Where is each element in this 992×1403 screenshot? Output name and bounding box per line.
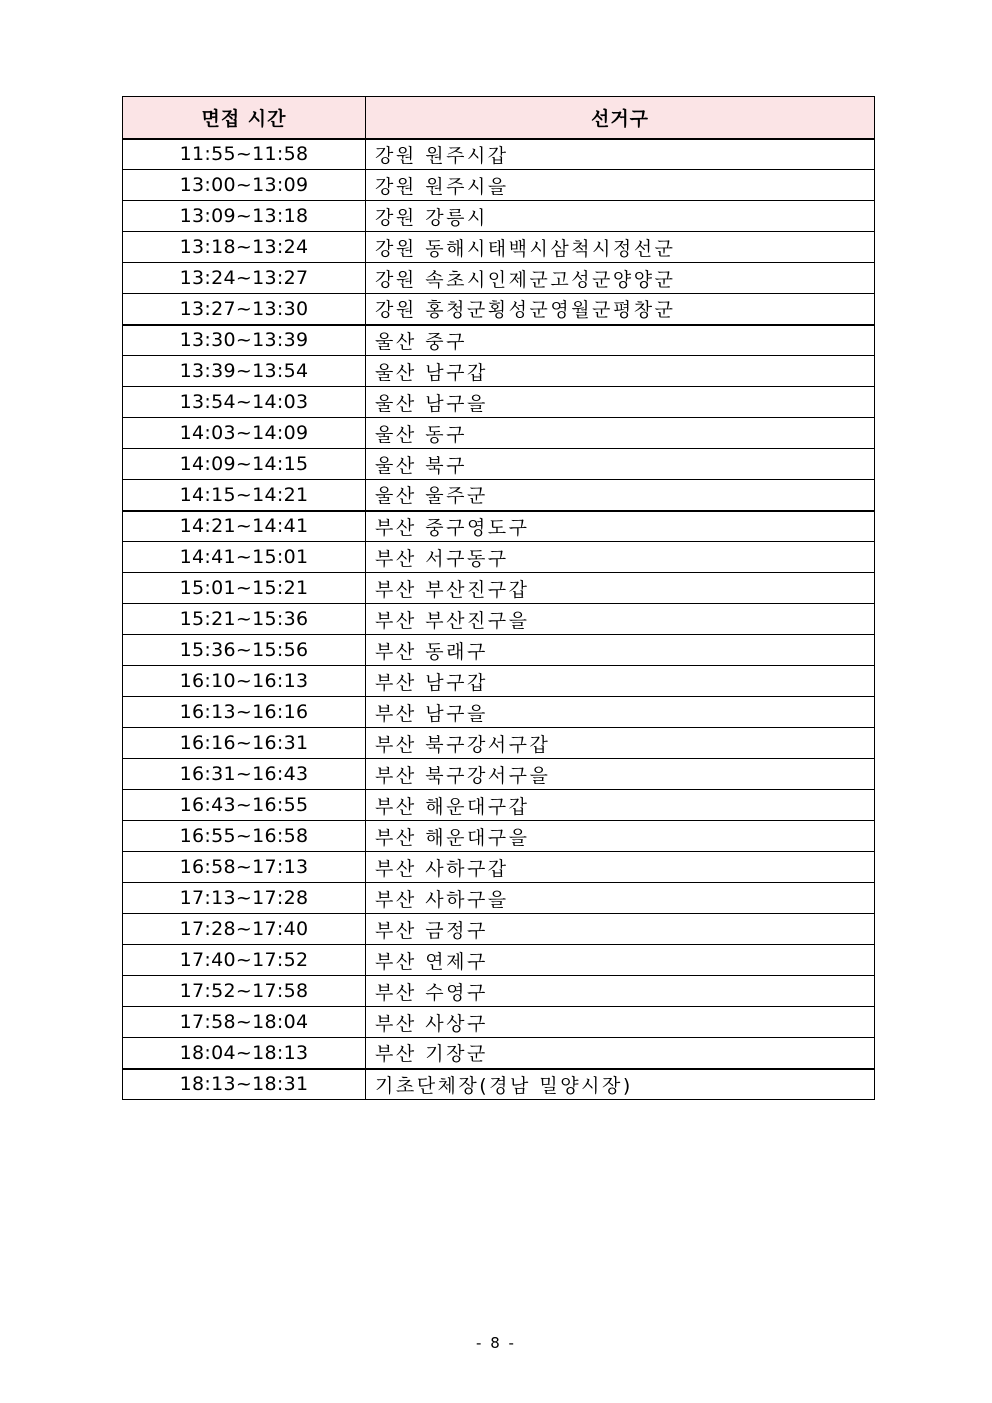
district-cell: 울산 중구	[366, 325, 875, 356]
table-row	[123, 1069, 875, 1100]
table-row	[123, 449, 875, 480]
interview-time-cell: 13:24~13:27	[123, 263, 366, 294]
table-row	[123, 294, 875, 325]
interview-time-cell: 16:31~16:43	[123, 759, 366, 790]
table-row	[123, 883, 875, 914]
district-cell: 부산 연제구	[366, 945, 875, 976]
interview-time-cell: 11:55~11:58	[123, 139, 366, 170]
table-row	[123, 635, 875, 666]
district-cell: 부산 중구영도구	[366, 511, 875, 542]
table-row	[123, 666, 875, 697]
table-row	[123, 480, 875, 511]
district-cell: 울산 울주군	[366, 480, 875, 511]
district-cell: 부산 부산진구갑	[366, 573, 875, 604]
district-cell: 부산 사상구	[366, 1007, 875, 1038]
table-row	[123, 852, 875, 883]
page-number: - 8 -	[476, 1334, 516, 1352]
interview-time-cell: 16:16~16:31	[123, 728, 366, 759]
table-row	[123, 976, 875, 1007]
interview-time-cell: 14:21~14:41	[123, 511, 366, 542]
district-cell: 강원 원주시을	[366, 170, 875, 201]
interview-time-cell: 14:15~14:21	[123, 480, 366, 511]
interview-time-cell: 16:55~16:58	[123, 821, 366, 852]
district-cell: 부산 동래구	[366, 635, 875, 666]
table-header	[123, 97, 875, 139]
table-row	[123, 232, 875, 263]
interview-time-cell: 13:00~13:09	[123, 170, 366, 201]
table-row	[123, 945, 875, 976]
header-row	[123, 97, 875, 139]
table-row	[123, 604, 875, 635]
district-cell: 울산 남구갑	[366, 356, 875, 387]
table-row	[123, 821, 875, 852]
district-cell: 부산 사하구갑	[366, 852, 875, 883]
table-row	[123, 542, 875, 573]
table-row	[123, 170, 875, 201]
interview-time-cell: 17:52~17:58	[123, 976, 366, 1007]
district-cell: 부산 서구동구	[366, 542, 875, 573]
district-cell: 부산 해운대구갑	[366, 790, 875, 821]
table-row	[123, 201, 875, 232]
table-row	[123, 697, 875, 728]
interview-time-cell: 13:30~13:39	[123, 325, 366, 356]
district-cell: 부산 부산진구을	[366, 604, 875, 635]
interview-time-cell: 14:03~14:09	[123, 418, 366, 449]
table-row	[123, 759, 875, 790]
table-row	[123, 356, 875, 387]
district-cell: 부산 금정구	[366, 914, 875, 945]
interview-time-cell: 17:13~17:28	[123, 883, 366, 914]
district-cell: 울산 북구	[366, 449, 875, 480]
interview-time-cell: 17:40~17:52	[123, 945, 366, 976]
table-row	[123, 511, 875, 542]
table-row	[123, 325, 875, 356]
table-body	[123, 139, 875, 1100]
header-interview-time: 면접 시간	[123, 97, 366, 139]
district-cell: 강원 속초시인제군고성군양양군	[366, 263, 875, 294]
table-row	[123, 263, 875, 294]
interview-time-cell: 14:09~14:15	[123, 449, 366, 480]
district-cell: 부산 북구강서구을	[366, 759, 875, 790]
table-row	[123, 573, 875, 604]
interview-schedule-table	[122, 96, 875, 1100]
interview-time-cell: 15:21~15:36	[123, 604, 366, 635]
interview-time-cell: 16:58~17:13	[123, 852, 366, 883]
interview-time-cell: 13:18~13:24	[123, 232, 366, 263]
district-cell: 부산 남구을	[366, 697, 875, 728]
district-cell: 강원 동해시태백시삼척시정선군	[366, 232, 875, 263]
district-cell: 부산 남구갑	[366, 666, 875, 697]
interview-time-cell: 18:13~18:31	[123, 1069, 366, 1100]
table-row	[123, 914, 875, 945]
district-cell: 부산 북구강서구갑	[366, 728, 875, 759]
table-row	[123, 139, 875, 170]
interview-time-cell: 13:27~13:30	[123, 294, 366, 325]
district-cell: 울산 남구을	[366, 387, 875, 418]
table-row	[123, 728, 875, 759]
table-row	[123, 1007, 875, 1038]
district-cell: 울산 동구	[366, 418, 875, 449]
interview-time-cell: 13:09~13:18	[123, 201, 366, 232]
interview-time-cell: 17:28~17:40	[123, 914, 366, 945]
table-row	[123, 387, 875, 418]
district-cell: 강원 강릉시	[366, 201, 875, 232]
interview-time-cell: 13:39~13:54	[123, 356, 366, 387]
district-cell: 강원 원주시갑	[366, 139, 875, 170]
district-cell: 부산 사하구을	[366, 883, 875, 914]
interview-time-cell: 16:13~16:16	[123, 697, 366, 728]
interview-time-cell: 18:04~18:13	[123, 1038, 366, 1069]
interview-time-cell: 15:36~15:56	[123, 635, 366, 666]
interview-time-cell: 15:01~15:21	[123, 573, 366, 604]
interview-time-cell: 16:10~16:13	[123, 666, 366, 697]
district-cell: 부산 기장군	[366, 1038, 875, 1069]
district-cell: 부산 수영구	[366, 976, 875, 1007]
table-row	[123, 790, 875, 821]
district-cell: 부산 해운대구을	[366, 821, 875, 852]
interview-time-cell: 16:43~16:55	[123, 790, 366, 821]
interview-time-cell: 14:41~15:01	[123, 542, 366, 573]
district-cell: 기초단체장(경남 밀양시장)	[366, 1069, 875, 1100]
table-row	[123, 1038, 875, 1069]
interview-time-cell: 17:58~18:04	[123, 1007, 366, 1038]
table-row	[123, 418, 875, 449]
interview-time-cell: 13:54~14:03	[123, 387, 366, 418]
district-cell: 강원 홍청군횡성군영월군평창군	[366, 294, 875, 325]
header-district: 선거구	[366, 97, 875, 139]
